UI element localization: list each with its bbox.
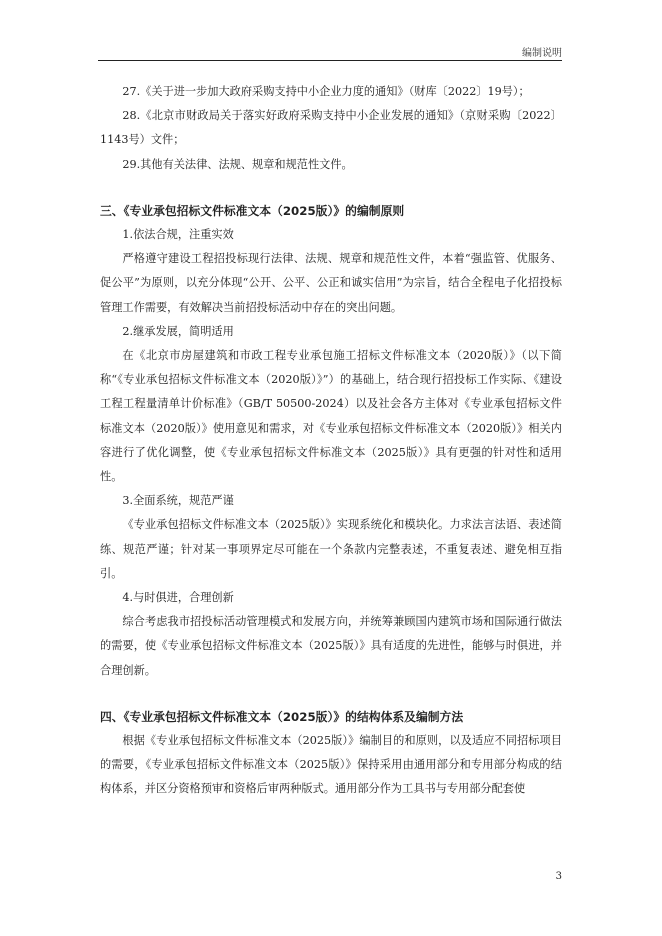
paragraph: 《专业承包招标文件标准文本（2025版）》实现系统化和模块化。力求法言法语、表述简练、规范严谨；针对某一事项界定尽可能在一个条款内完整表述，不重复表述、避免相互指引。 (100, 518, 562, 580)
header-divider (98, 60, 562, 61)
list-item: 29.其他有关法律、法规、规章和规范性文件。 (122, 157, 353, 171)
subsection-title: 4.与时俱进，合理创新 (122, 591, 234, 605)
paragraph: 在《北京市房屋建筑和市政工程专业承包施工招标文件标准文本（2020版）》（以下简称“《专业承包招标文件标准文本（2020版）》”）的基础上，结合现行招投标工作实际、《建设工程工程量清单计价标准》（GB/T 50500-2024）以及社会各方主体对《专业承包招标文件标准文本（2020版）》使用意见和需求，对《专业承包招标文件标准文本（2020版）》相关内容进行了优化调整，使《专业承包招标文件标准文本（2025版）》具有更强的针对性和适用性。 (100, 349, 562, 484)
subsection-title: 2.继承发展，简明适用 (122, 324, 234, 338)
running-header: 编制说明 (522, 48, 562, 59)
subsection-title: 1.依法合规，注重实效 (122, 228, 234, 242)
subsection-title: 3.全面系统，规范严谨 (122, 494, 234, 508)
section-heading: 四、《专业承包招标文件标准文本（2025版）》的结构体系及编制方法 (100, 709, 464, 724)
document-body (100, 80, 562, 802)
section-heading: 三、《专业承包招标文件标准文本（2025版）》的编制原则 (100, 203, 405, 218)
paragraph: 根据《专业承包招标文件标准文本（2025版）》编制目的和原则，以及适应不同招标项目的需要，《专业承包招标文件标准文本（2025版）》保持采用由通用部分和专用部分构成的结构体系，并区分资格预审和资格后审两种版式。通用部分作为工具书与专用部分配套使 (100, 734, 562, 796)
list-item: 27.《关于进一步加大政府采购支持中小企业力度的通知》（财库〔2022〕19号）； (122, 85, 530, 98)
page-number: 3 (555, 871, 562, 882)
paragraph: 严格遵守建设工程招投标现行法律、法规、规章和规范性文件，本着“强监管、优服务、促公平”为原则，以充分体现“公开、公平、公正和诚实信用”为宗旨，结合全程电子化招投标管理工作需要，有效解决当前招投标活动中存在的突出问题。 (100, 252, 562, 314)
paragraph: 综合考虑我市招投标活动管理模式和发展方向，并统筹兼顾国内建筑市场和国际通行做法的需要，使《专业承包招标文件标准文本（2025版）》具有适度的先进性，能够与时俱进，并合理创新。 (100, 615, 562, 677)
list-item: 28.《北京市财政局关于落实好政府采购支持中小企业发展的通知》（京财采购〔2022〕1143号）文件； (100, 109, 562, 147)
